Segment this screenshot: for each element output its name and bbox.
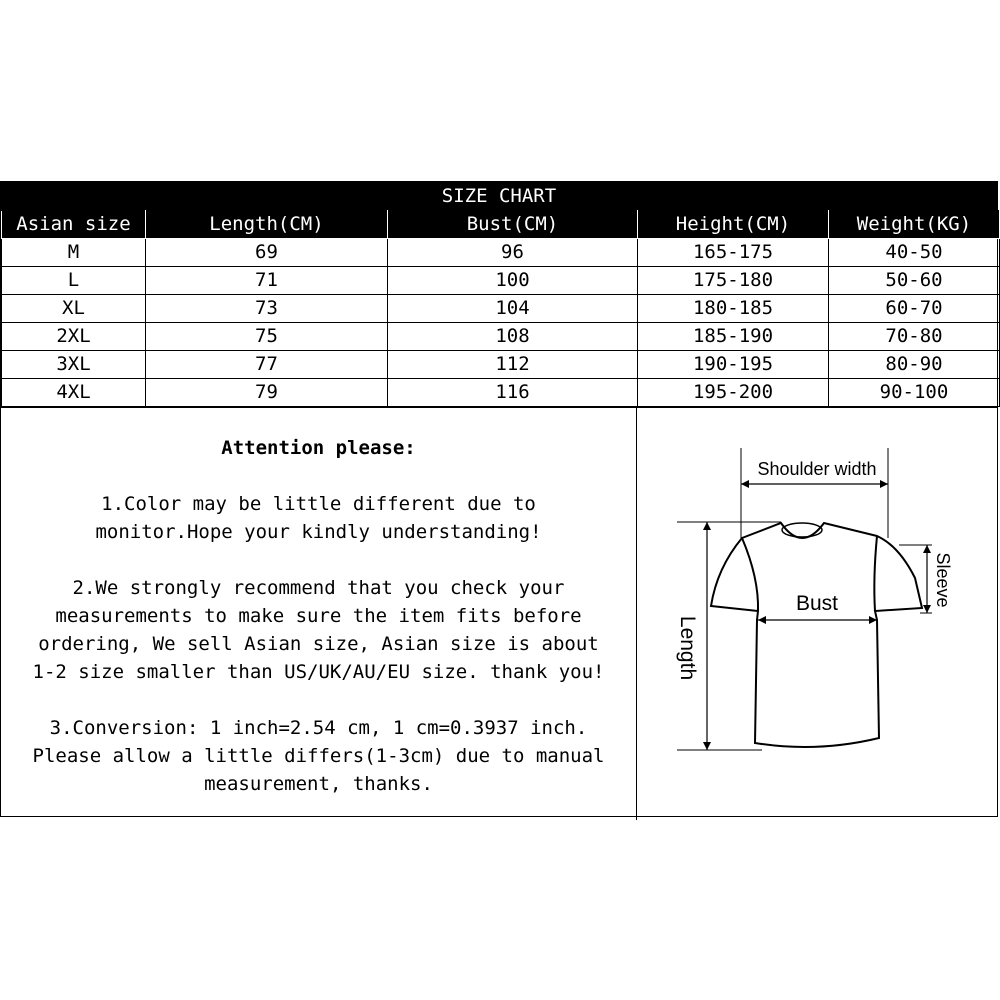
- table-cell: 175-180: [638, 267, 829, 295]
- sleeve-seam-left: [742, 538, 758, 611]
- note-item: [1, 574, 636, 686]
- info-section: [1, 407, 997, 820]
- note-item: [1, 714, 636, 798]
- bust-label: Bust: [795, 592, 839, 615]
- table-cell: 4XL: [2, 379, 146, 407]
- table-cell: 116: [388, 379, 638, 407]
- table-cell: 90-100: [829, 379, 1000, 407]
- table-cell: 2XL: [2, 323, 146, 351]
- sleeve-seam-right: [874, 536, 877, 611]
- column-header: Length(CM): [146, 211, 388, 239]
- table-cell: 108: [388, 323, 638, 351]
- note-line: 3.Conversion: 1 inch=2.54 cm, 1 cm=0.3937 inch.: [49, 717, 588, 739]
- size-chart-title: SIZE CHART: [1, 182, 997, 210]
- column-header: Bust(CM): [388, 211, 638, 239]
- table-row: [2, 267, 1000, 295]
- table-cell: 71: [146, 267, 388, 295]
- table-cell: 80-90: [829, 351, 1000, 379]
- length-arrow-bottom: [703, 742, 711, 750]
- size-table: [1, 210, 1000, 407]
- table-row: [2, 239, 1000, 267]
- table-cell: M: [2, 239, 146, 267]
- note-line: Please allow a little differs(1-3cm) due to manual: [32, 745, 605, 767]
- note-line: ordering, We sell Asian size, Asian size is about: [38, 633, 599, 655]
- sleeve-label: Sleeve: [933, 552, 953, 608]
- table-cell: 60-70: [829, 295, 1000, 323]
- bust-arrow-left: [758, 616, 766, 624]
- table-cell: 104: [388, 295, 638, 323]
- note-line: 1-2 size smaller than US/UK/AU/EU size. thank you!: [32, 661, 605, 683]
- table-row: [2, 379, 1000, 407]
- table-cell: 165-175: [638, 239, 829, 267]
- table-row: [2, 295, 1000, 323]
- table-cell: 70-80: [829, 323, 1000, 351]
- table-cell: 112: [388, 351, 638, 379]
- table-cell: 69: [146, 239, 388, 267]
- column-header: Weight(KG): [829, 211, 1000, 239]
- length-arrow-top: [703, 522, 711, 530]
- table-cell: 40-50: [829, 239, 1000, 267]
- note-line: monitor.Hope your kindly understanding!: [95, 521, 542, 543]
- table-cell: 185-190: [638, 323, 829, 351]
- note-line: 1.Color may be little different due to: [101, 493, 536, 515]
- table-cell: 73: [146, 295, 388, 323]
- notes-heading: Attention please:: [221, 437, 416, 459]
- shoulder-arrow-right: [880, 480, 888, 488]
- table-cell: 75: [146, 323, 388, 351]
- column-header: Height(CM): [638, 211, 829, 239]
- shoulder-arrow-left: [741, 480, 749, 488]
- table-cell: 79: [146, 379, 388, 407]
- measurement-diagram: [637, 408, 997, 820]
- sleeve-arrow-top: [923, 545, 931, 553]
- table-row: [2, 351, 1000, 379]
- column-header: Asian size: [2, 211, 146, 239]
- attention-notes: [1, 408, 637, 820]
- table-cell: 100: [388, 267, 638, 295]
- table-cell: 190-195: [638, 351, 829, 379]
- t-shirt-measurement-icon: [637, 408, 997, 818]
- note-item: [1, 490, 636, 546]
- table-cell: XL: [2, 295, 146, 323]
- size-chart: [0, 181, 998, 817]
- table-cell: 96: [388, 239, 638, 267]
- table-header-row: [2, 211, 1000, 239]
- table-cell: 77: [146, 351, 388, 379]
- table-cell: 50-60: [829, 267, 1000, 295]
- table-cell: 195-200: [638, 379, 829, 407]
- t-shirt-outline: [711, 523, 922, 747]
- table-cell: 180-185: [638, 295, 829, 323]
- sleeve-arrow-bottom: [923, 605, 931, 613]
- table-cell: L: [2, 267, 146, 295]
- length-label: Length: [676, 615, 699, 681]
- note-line: 2.We strongly recommend that you check your: [72, 577, 565, 599]
- shoulder-width-label: Shoulder width: [757, 459, 877, 479]
- note-line: measurement, thanks.: [204, 773, 433, 795]
- note-line: measurements to make sure the item fits before: [55, 605, 582, 627]
- table-cell: 3XL: [2, 351, 146, 379]
- table-row: [2, 323, 1000, 351]
